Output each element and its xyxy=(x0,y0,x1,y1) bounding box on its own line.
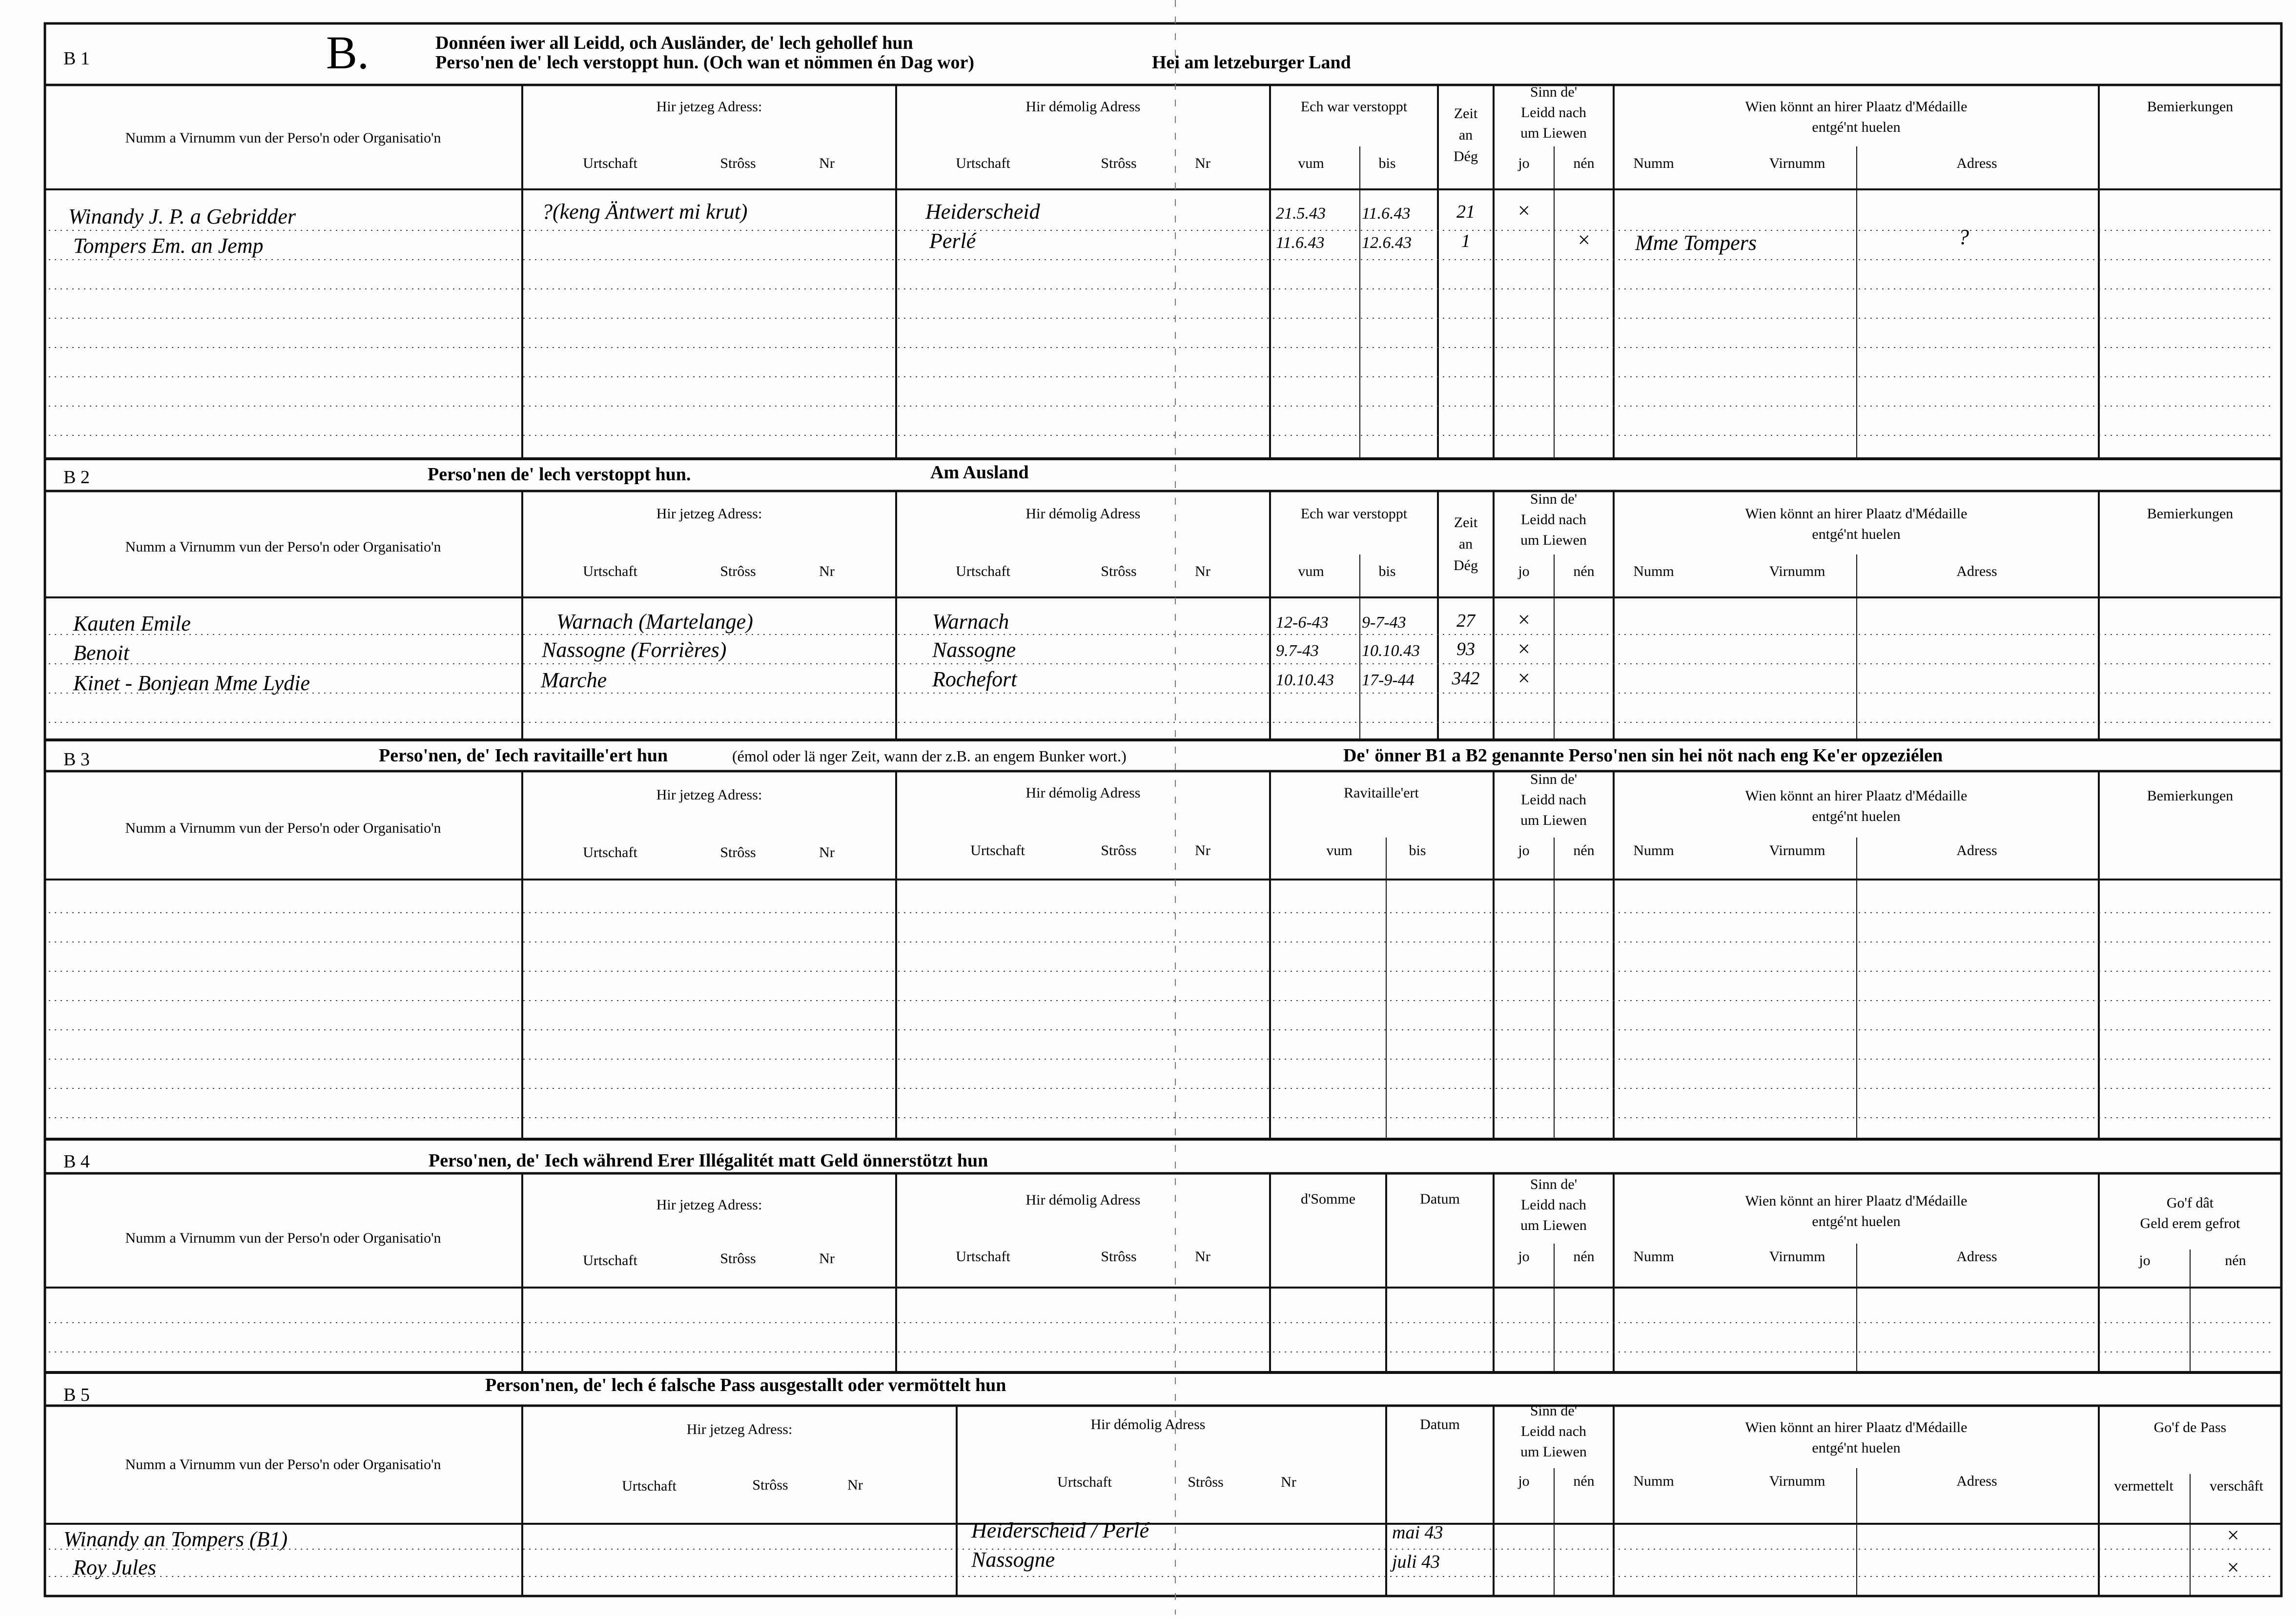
header-first-name: Virnumm xyxy=(1769,563,1825,579)
section-title-line1: Perso'nen, de' Iech während Erer Illégalitét matt Geld önnerstötzt hun xyxy=(429,1150,988,1171)
header-to: bis xyxy=(1409,842,1426,859)
header-time: Dég xyxy=(1454,148,1478,164)
section-title-line2: (émol oder lä nger Zeit, wann der z.B. an engem Bunker wort.) xyxy=(732,747,1127,765)
row-alive-yes: × xyxy=(1517,637,1531,661)
b3-dotted-lines xyxy=(49,913,2275,1118)
header-number: Nr xyxy=(1195,563,1210,579)
b4-dotted-lines xyxy=(49,1323,2275,1352)
row-days: 21 xyxy=(1456,202,1475,222)
header-street: Strôss xyxy=(720,563,756,579)
section-title-line1: Donnéen iwer all Leidd, och Ausländer, de' lech gehollef hun xyxy=(435,33,913,53)
header-street: Strôss xyxy=(720,844,756,860)
header-street: Strôss xyxy=(720,155,756,171)
row-alive-no: × xyxy=(1577,228,1591,252)
row-name: Winandy J. P. a Gebridder xyxy=(68,205,296,228)
header-no: nén xyxy=(1573,842,1595,859)
section-big-letter: B. xyxy=(326,26,369,79)
section-id: B 2 xyxy=(63,467,90,488)
section-b1 xyxy=(45,26,2281,85)
header-former-address: Hir démolig Adress xyxy=(1090,1416,1206,1433)
header-address: Adress xyxy=(1956,155,1997,171)
header-town: Urtschaft xyxy=(956,155,1010,171)
header-town: Urtschaft xyxy=(970,842,1025,859)
row-date: mai 43 xyxy=(1392,1522,1443,1543)
row-alive-yes: × xyxy=(1517,199,1531,223)
header-remarks: Bemierkungen xyxy=(2147,506,2234,522)
header-medal: entgé'nt huelen xyxy=(1812,808,1901,824)
header-from: vum xyxy=(1298,563,1324,579)
header-time: Zeit xyxy=(1454,514,1478,531)
header-alive: um Liewen xyxy=(1520,812,1587,828)
header-medal: Wien könnt an hirer Plaatz d'Médaille xyxy=(1745,1419,1968,1435)
section-title-line1: Person'nen, de' lech é falsche Pass ausgestallt oder vermöttelt hun xyxy=(485,1375,1006,1395)
b3-headers xyxy=(125,771,2234,860)
header-to: bis xyxy=(1378,155,1396,171)
header-street: Strôss xyxy=(1101,155,1137,171)
header-street: Strôss xyxy=(1101,842,1137,859)
b1-dotted-lines xyxy=(49,230,2275,435)
header-town: Urtschaft xyxy=(583,1252,637,1269)
table-row xyxy=(73,666,1531,695)
row-to: 17-9-44 xyxy=(1362,671,1414,689)
row-alive-yes: × xyxy=(1517,608,1531,632)
header-medal: Wien könnt an hirer Plaatz d'Médaille xyxy=(1745,99,1968,115)
header-pass-mediated: vermettelt xyxy=(2114,1478,2173,1494)
header-name: Numm a Virnumm vun der Perso'n oder Organisatio'n xyxy=(125,130,441,146)
b2-dotted-lines xyxy=(49,635,2275,722)
header-address: Adress xyxy=(1956,1249,1997,1265)
header-current-address: Hir jetzeg Adress: xyxy=(656,1197,762,1213)
header-alive: Sinn de' xyxy=(1530,771,1578,787)
header-medal: entgé'nt huelen xyxy=(1812,526,1901,542)
row-alive-yes: × xyxy=(1517,666,1531,690)
header-number: Nr xyxy=(847,1477,863,1493)
row-from: 10.10.43 xyxy=(1276,671,1334,689)
header-time: Zeit xyxy=(1454,105,1478,122)
header-pass-procured: verschâft xyxy=(2210,1478,2263,1494)
row-former-address: Heiderscheid xyxy=(925,200,1040,224)
row-days: 342 xyxy=(1452,668,1480,689)
header-sum: d'Somme xyxy=(1300,1191,1356,1207)
row-name: Tompers Em. an Jemp xyxy=(73,234,264,258)
header-current-address: Hir jetzeg Adress: xyxy=(656,787,762,803)
header-yes: jo xyxy=(1518,155,1530,171)
row-current-address: Nassogne (Forrières) xyxy=(542,638,727,662)
header-former-address: Hir démolig Adress xyxy=(1025,785,1141,801)
section-id: B 1 xyxy=(63,48,90,69)
header-money-returned: Go'f dât xyxy=(2166,1195,2214,1211)
section-title-extra: De' önner B1 a B2 genannte Perso'nen sin hei nöt nach eng Ke'er opzeziélen xyxy=(1343,745,1943,766)
header-former-address: Hir démolig Adress xyxy=(1025,506,1141,522)
header-first-name: Virnumm xyxy=(1769,155,1825,171)
b1-headers xyxy=(125,84,2234,171)
row-former-address: Warnach xyxy=(932,610,1009,634)
row-medal-address: ? xyxy=(1958,225,1969,249)
header-name: Numm a Virnumm vun der Perso'n oder Organisatio'n xyxy=(125,1456,441,1473)
header-yes: jo xyxy=(1518,1249,1530,1265)
header-first-name: Virnumm xyxy=(1769,842,1825,859)
row-name: Kinet - Bonjean Mme Lydie xyxy=(73,671,310,695)
header-medal: Wien könnt an hirer Plaatz d'Médaille xyxy=(1745,1193,1968,1209)
header-address: Adress xyxy=(1956,563,1997,579)
section-b2 xyxy=(45,459,2281,491)
header-name: Numm a Virnumm vun der Perso'n oder Organisatio'n xyxy=(125,820,441,836)
section-title-line2: Perso'nen de' lech verstoppt hun. (Och wan et nömmen én Dag wor) xyxy=(435,52,975,73)
header-name: Numm a Virnumm vun der Perso'n oder Organisatio'n xyxy=(125,539,441,555)
header-alive: Leidd nach xyxy=(1520,512,1587,528)
header-number: Nr xyxy=(1195,155,1210,171)
section-id: B 5 xyxy=(63,1385,90,1405)
header-street: Strôss xyxy=(752,1477,788,1493)
header-alive: Sinn de' xyxy=(1530,491,1578,507)
row-current-address: ?(keng Äntwert mi krut) xyxy=(542,200,748,224)
header-last-name: Numm xyxy=(1633,563,1674,579)
row-name: Roy Jules xyxy=(73,1556,156,1579)
header-alive: um Liewen xyxy=(1520,125,1587,141)
row-from: 12-6-43 xyxy=(1276,614,1329,632)
section-id: B 4 xyxy=(63,1151,90,1172)
header-street: Strôss xyxy=(1101,563,1137,579)
section-b5 xyxy=(45,1372,2281,1406)
header-town: Urtschaft xyxy=(622,1478,676,1494)
header-first-name: Virnumm xyxy=(1769,1249,1825,1265)
header-address: Adress xyxy=(1956,1473,1997,1489)
header-street: Strôss xyxy=(1188,1474,1224,1490)
row-days: 27 xyxy=(1456,611,1475,631)
header-town: Urtschaft xyxy=(583,844,637,860)
header-time: an xyxy=(1458,127,1473,143)
header-money-returned: Geld erem gefrot xyxy=(2140,1215,2240,1231)
header-alive: um Liewen xyxy=(1520,1217,1587,1233)
header-number: Nr xyxy=(819,844,835,860)
row-former-address: Nassogne xyxy=(932,638,1016,662)
row-current-address: Warnach (Martelange) xyxy=(556,610,753,634)
header-town: Urtschaft xyxy=(1057,1474,1112,1490)
header-hidden: Ech war verstoppt xyxy=(1300,99,1408,115)
header-street: Strôss xyxy=(720,1250,756,1267)
header-number: Nr xyxy=(819,155,835,171)
header-medal: entgé'nt huelen xyxy=(1812,1213,1901,1229)
header-first-name: Virnumm xyxy=(1769,1473,1825,1489)
header-yes: jo xyxy=(1518,842,1530,859)
header-supplied: Ravitaille'ert xyxy=(1344,785,1419,801)
header-hidden: Ech war verstoppt xyxy=(1300,506,1408,522)
header-town: Urtschaft xyxy=(583,563,637,579)
row-former-address: Perlé xyxy=(929,229,976,253)
header-alive: Sinn de' xyxy=(1530,1176,1578,1192)
table-row xyxy=(73,637,1531,665)
row-name: Kauten Emile xyxy=(73,612,191,635)
section-title-line1: Perso'nen, de' Iech ravitaille'ert hun xyxy=(379,745,668,766)
row-former-address: Heiderscheid / Perlé xyxy=(971,1518,1149,1542)
row-date: juli 43 xyxy=(1392,1552,1440,1572)
header-last-name: Numm xyxy=(1633,155,1674,171)
header-last-name: Numm xyxy=(1633,842,1674,859)
header-last-name: Numm xyxy=(1633,1249,1674,1265)
row-current-address: Marche xyxy=(541,668,607,692)
header-town: Urtschaft xyxy=(956,563,1010,579)
header-no: nén xyxy=(1573,155,1595,171)
header-medal: entgé'nt huelen xyxy=(1812,1440,1901,1456)
row-name: Winandy an Tompers (B1) xyxy=(63,1527,288,1551)
section-b3 xyxy=(45,740,2281,771)
row-to: 9-7-43 xyxy=(1362,614,1406,632)
header-address: Adress xyxy=(1956,842,1997,859)
header-number: Nr xyxy=(1195,842,1210,859)
section-title-extra: Am Ausland xyxy=(930,462,1029,483)
row-from: 11.6.43 xyxy=(1276,234,1325,252)
header-from: vum xyxy=(1298,155,1324,171)
header-town: Urtschaft xyxy=(583,155,637,171)
header-yes: jo xyxy=(2139,1252,2151,1269)
b5-headers xyxy=(125,1403,2264,1494)
b5-dotted-lines xyxy=(49,1549,2275,1576)
header-remarks: Bemierkungen xyxy=(2147,788,2234,804)
header-no: nén xyxy=(2225,1252,2246,1269)
row-name: Benoit xyxy=(73,641,129,665)
header-last-name: Numm xyxy=(1633,1473,1674,1489)
row-pass-procured: × xyxy=(2226,1523,2240,1547)
row-former-address: Nassogne xyxy=(971,1548,1055,1572)
header-pass-given: Go'f de Pass xyxy=(2153,1419,2227,1435)
header-number: Nr xyxy=(819,563,835,579)
header-alive: Leidd nach xyxy=(1520,104,1587,121)
row-medal-name: Mme Tompers xyxy=(1635,231,1757,255)
header-street: Strôss xyxy=(1101,1249,1137,1265)
row-pass-procured: × xyxy=(2226,1556,2240,1579)
section-b4 xyxy=(45,1139,2281,1173)
header-time: an xyxy=(1458,536,1473,552)
header-current-address: Hir jetzeg Adress: xyxy=(656,506,762,522)
header-alive: Leidd nach xyxy=(1520,1423,1587,1439)
section-id: B 3 xyxy=(63,749,90,770)
row-from: 21.5.43 xyxy=(1276,205,1326,223)
b2-rows xyxy=(73,608,1531,695)
header-date: Datum xyxy=(1420,1191,1460,1207)
header-alive: Leidd nach xyxy=(1520,792,1587,808)
header-medal: entgé'nt huelen xyxy=(1812,119,1901,135)
table-row xyxy=(73,608,1531,635)
header-yes: jo xyxy=(1518,1473,1530,1489)
table-row xyxy=(68,199,1531,228)
header-alive: um Liewen xyxy=(1520,532,1587,548)
header-no: nén xyxy=(1573,1249,1595,1265)
header-number: Nr xyxy=(819,1250,835,1267)
header-to: bis xyxy=(1378,563,1396,579)
table-row xyxy=(73,1548,2240,1579)
row-days: 1 xyxy=(1461,231,1471,251)
header-number: Nr xyxy=(1195,1249,1210,1265)
header-number: Nr xyxy=(1281,1474,1296,1490)
header-former-address: Hir démolig Adress xyxy=(1025,99,1141,115)
header-medal: Wien könnt an hirer Plaatz d'Médaille xyxy=(1745,788,1968,804)
header-current-address: Hir jetzeg Adress: xyxy=(656,99,762,115)
row-to: 11.6.43 xyxy=(1362,205,1411,223)
header-no: nén xyxy=(1573,1473,1595,1489)
header-yes: jo xyxy=(1518,563,1530,579)
header-name: Numm a Virnumm vun der Perso'n oder Organisatio'n xyxy=(125,1230,441,1246)
header-time: Dég xyxy=(1454,557,1478,573)
header-current-address: Hir jetzeg Adress: xyxy=(686,1421,793,1437)
b4-headers xyxy=(125,1176,2246,1269)
row-former-address: Rochefort xyxy=(932,667,1017,691)
header-date: Datum xyxy=(1420,1416,1460,1433)
b2-headers xyxy=(125,491,2234,579)
row-from: 9.7-43 xyxy=(1276,642,1319,660)
header-alive: Leidd nach xyxy=(1520,1197,1587,1213)
header-medal: Wien könnt an hirer Plaatz d'Médaille xyxy=(1745,506,1968,522)
header-alive: Sinn de' xyxy=(1530,1403,1578,1419)
header-town: Urtschaft xyxy=(956,1249,1010,1265)
row-to: 10.10.43 xyxy=(1362,642,1420,660)
header-from: vum xyxy=(1326,842,1353,859)
row-to: 12.6.43 xyxy=(1362,234,1412,252)
b2-grid xyxy=(45,491,2281,740)
header-alive: um Liewen xyxy=(1520,1444,1587,1460)
header-remarks: Bemierkungen xyxy=(2147,99,2234,115)
row-days: 93 xyxy=(1456,639,1475,659)
section-title-line1: Perso'nen de' lech verstoppt hun. xyxy=(428,464,691,485)
header-alive: Sinn de' xyxy=(1530,84,1578,100)
b1-rows xyxy=(68,199,1969,258)
header-no: nén xyxy=(1573,563,1595,579)
header-former-address: Hir démolig Adress xyxy=(1025,1192,1141,1208)
section-title-extra: Hei am letzeburger Land xyxy=(1152,52,1351,73)
